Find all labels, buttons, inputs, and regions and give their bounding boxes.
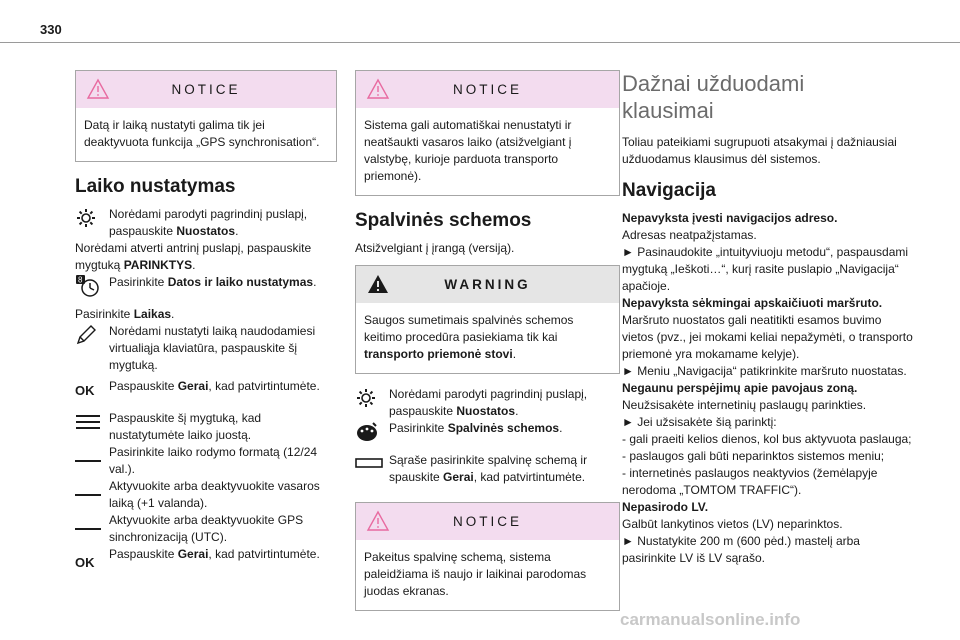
page-number: 330 bbox=[40, 22, 62, 37]
notice-triangle-icon bbox=[86, 78, 110, 105]
notice-text: Datą ir laiką nustatyti galima tik jei deaktyvuota funkcija „GPS synchronisation“. bbox=[84, 118, 320, 149]
step-text: Norėdami nustatyti laiką naudodamiesi virtualiąja klaviatūra, paspauskite šį mygtuką. bbox=[109, 324, 316, 372]
faq-intro: Toliau pateikiami sugrupuoti atsakymai į dažniausiai užduodamus klausimus dėl sistemos. bbox=[622, 135, 897, 166]
step-text: Norėdami parodyti pagrindinį puslapį, paspauskite bbox=[109, 207, 308, 238]
notice-text: Sistema gali automatiškai nenustatyti ir neatšaukti vasaros laiko (atsižvelgiant į valstybę, kurioje parduota transporto priemonė). bbox=[364, 118, 572, 183]
section-heading-color-schemes: Spalvinės schemos bbox=[355, 210, 532, 231]
palette-icon bbox=[355, 420, 389, 444]
faq-answer: ► Pasinaudokite „intuityviuoju metodu“, paspausdami mygtuką „Ieškoti…“, kurį rasite puslapio „Navigacija“ apačioje. bbox=[622, 245, 909, 293]
step-options: Norėdami atverti antrinį puslapį, paspauskite mygtuką PARINKTYS. bbox=[75, 241, 312, 272]
warning-text: Saugos sumetimais spalvinės schemos keitimo procedūra pasiekiama tik kai transporto priemonė stovi. bbox=[364, 313, 574, 361]
step-text: Paspauskite šį mygtuką, kad nustatytumėte laiko juostą. bbox=[109, 411, 262, 442]
faq-answer: ► Jei užsisakėte šią parinktį: bbox=[622, 415, 777, 429]
step-keyboard bbox=[75, 323, 337, 374]
faq-question: Negaunu perspėjimų apie pavojaus zoną. bbox=[622, 381, 858, 395]
step-open-settings: Norėdami parodyti pagrindinį puslapį, paspauskite Nuostatos. bbox=[355, 386, 620, 420]
clock-settings-icon bbox=[75, 274, 109, 298]
step-text-end: . bbox=[235, 224, 239, 238]
step-open-settings bbox=[75, 206, 337, 240]
faq-answer: Adresas neatpažįstamas. bbox=[622, 228, 757, 242]
step-format bbox=[75, 444, 337, 478]
section-heading-time: Laiko nustatymas bbox=[75, 176, 236, 197]
step-confirm-2: OK Paspauskite Gerai, kad patvirtintumėte. bbox=[75, 547, 320, 570]
notice-title: NOTICE bbox=[452, 514, 522, 529]
pencil-icon bbox=[75, 323, 109, 347]
toggle-line-icon bbox=[75, 512, 109, 536]
header-rule bbox=[0, 42, 960, 43]
notice-box-2 bbox=[355, 502, 620, 611]
notice-triangle-icon bbox=[366, 510, 390, 537]
faq-answer: Maršruto nuostatos gali neatitikti esamos buvimo vietos (pvz., jei mokami keliai nepažymėti, o transporto priemonė yra mokamame kelyje). bbox=[622, 313, 913, 361]
step-confirm: OK Paspauskite Gerai, kad patvirtintumėte. bbox=[75, 378, 337, 402]
faq-title: Dažnai užduodami klausimai bbox=[622, 71, 805, 123]
warning-triangle-icon bbox=[366, 273, 390, 300]
warning-title: WARNING bbox=[444, 277, 531, 292]
column-3 bbox=[622, 70, 914, 567]
notice-box bbox=[355, 70, 620, 196]
step-bold: Nuostatos bbox=[176, 224, 236, 238]
faq-question: Nepavyksta įvesti navigacijos adreso. bbox=[622, 211, 838, 225]
step-select-scheme: Sąraše pasirinkite spalvinę schemą ir spauskite Gerai, kad patvirtintumėte. bbox=[355, 452, 620, 486]
column-2 bbox=[355, 70, 620, 623]
step-date-time: 8 Pasirinkite Datos ir laiko nustatymas. bbox=[75, 274, 337, 298]
section-heading-navigation: Navigacija bbox=[622, 180, 716, 201]
step-timezone bbox=[75, 410, 337, 444]
notice-text: Pakeitus spalvinę schemą, sistema paleidžiama iš naujo ir laikinai parodomas juodas ekranas. bbox=[364, 550, 587, 598]
notice-triangle-icon bbox=[366, 78, 390, 105]
faq-question: Nepasirodo LV. bbox=[622, 500, 709, 514]
gear-icon bbox=[75, 206, 109, 230]
svg-text:8: 8 bbox=[78, 275, 83, 285]
toggle-line-icon bbox=[75, 444, 109, 468]
faq-answer: - internetinės paslaugos neaktyvios (žemėlapyje nerodoma „TOMTOM TRAFFIC“). bbox=[622, 466, 878, 497]
faq-answer: ► Meniu „Navigacija“ patikrinkite maršruto nuostatas. bbox=[622, 364, 907, 378]
step-text: Pasirinkite laiko rodymo formatą (12/24 val.). bbox=[109, 445, 318, 476]
toggle-line-icon bbox=[75, 478, 109, 502]
faq-answer: Galbūt lankytinos vietos (LV) neparinktos. bbox=[622, 517, 843, 531]
notice-box bbox=[75, 70, 337, 162]
step-select-time: Pasirinkite Laikas. bbox=[75, 307, 175, 321]
column-1 bbox=[75, 70, 337, 570]
step-color-schemes: Pasirinkite Spalvinės schemos. bbox=[355, 420, 620, 444]
watermark: carmanualsonline.info bbox=[620, 610, 801, 629]
step-summer-time bbox=[75, 478, 337, 512]
faq-answer: - gali praeiti kelios dienos, kol bus aktyvuota paslauga; bbox=[622, 432, 912, 446]
gear-icon bbox=[355, 386, 389, 410]
ok-icon: OK bbox=[75, 554, 95, 570]
list-icon bbox=[75, 410, 109, 434]
step-gps-sync bbox=[75, 512, 337, 546]
faq-answer: Neužsisakėte internetinių paslaugų parinkties. bbox=[622, 398, 867, 412]
faq-answer: ► Nustatykite 200 m (600 pėd.) mastelį arba pasirinkite LV iš LV sąrašo. bbox=[622, 534, 860, 565]
faq-answer: - paslaugos gali būti neparinktos sistemos meniu; bbox=[622, 449, 885, 463]
faq-question: Nepavyksta sėkmingai apskaičiuoti maršruto. bbox=[622, 296, 883, 310]
notice-title: NOTICE bbox=[171, 82, 241, 97]
step-text: Aktyvuokite arba deaktyvuokite vasaros laiką (+1 valanda). bbox=[109, 479, 320, 510]
notice-title: NOTICE bbox=[452, 82, 522, 97]
ok-icon: OK bbox=[75, 382, 95, 398]
warning-box bbox=[355, 265, 620, 374]
rectangle-icon bbox=[355, 452, 389, 476]
intro-text: Atsižvelgiant į įrangą (versiją). bbox=[355, 241, 515, 255]
step-text: Aktyvuokite arba deaktyvuokite GPS sinchronizaciją (UTC). bbox=[109, 513, 304, 544]
